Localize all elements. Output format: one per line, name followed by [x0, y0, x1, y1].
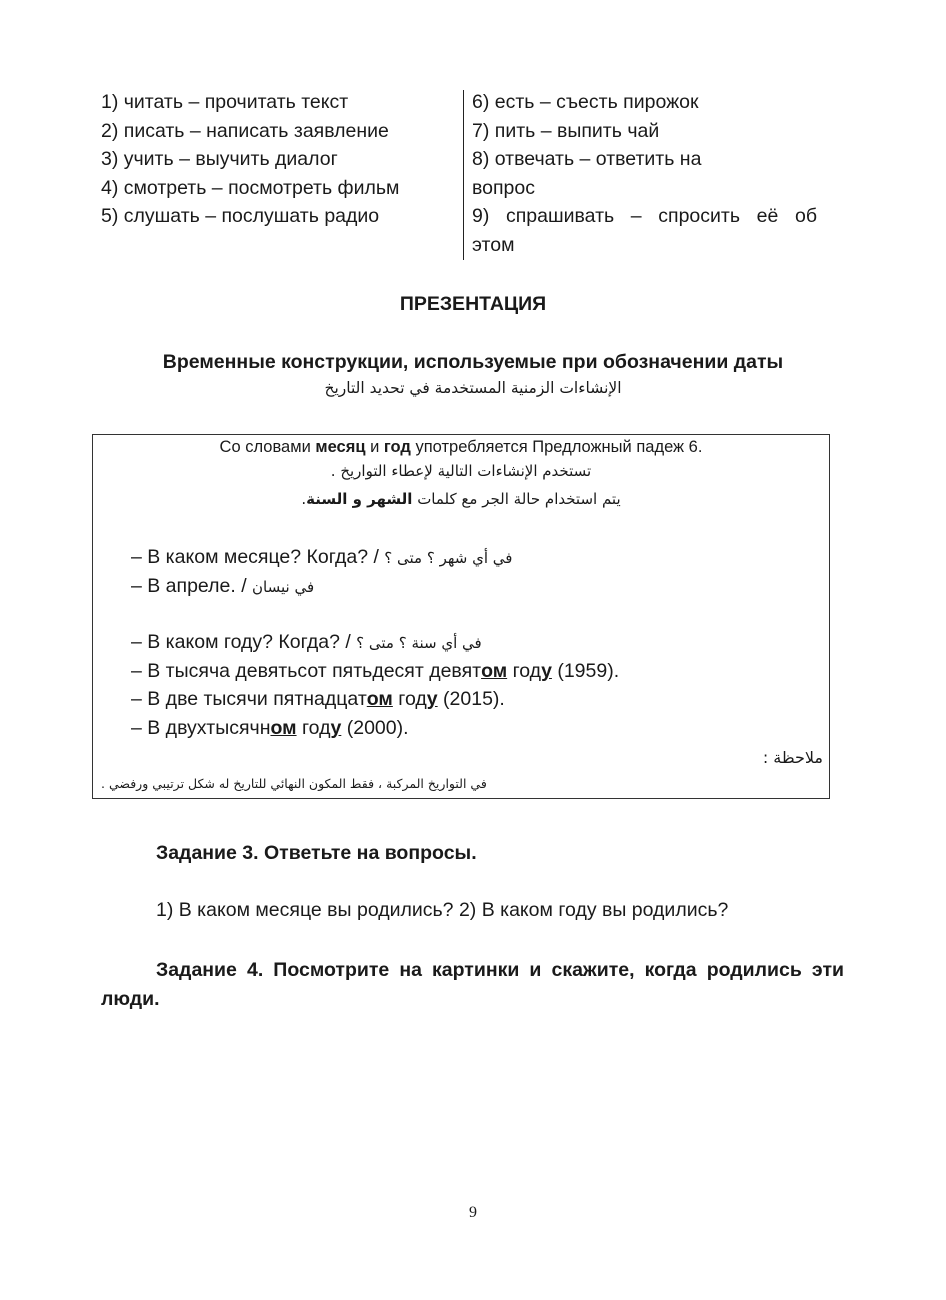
column-divider	[463, 90, 464, 260]
section-title: Временные конструкции, используемые при обозначении даты	[162, 351, 784, 373]
verb-pair-2: 2) писать – написать заявление	[101, 119, 389, 142]
example-year-1959: – В тысяча девятьсот пятьдесят девятом году (1959).	[131, 660, 620, 682]
verb-pair-9: 9) спрашивать – спросить её об	[472, 205, 817, 228]
verb-pair-4: 4) смотреть – посмотреть фильм	[101, 176, 400, 199]
task-3-title: Задание 3. Ответьте на вопросы.	[156, 842, 477, 864]
page-number: 9	[469, 1204, 477, 1221]
verb-pairs-table	[101, 88, 841, 260]
task-4-title: Задание 4. Посмотрите на картинки и скажите, когда родились эти люди.	[101, 959, 844, 1010]
verb-pair-8: 8) отвечать – ответить на	[472, 148, 702, 171]
verb-pair-5: 5) слушать – послушать радио	[101, 205, 380, 228]
verb-pair-7: 7) пить – выпить чай	[472, 119, 660, 142]
example-year-2015: – В две тысячи пятнадцатом году (2015).	[131, 688, 505, 710]
verb-pair-6: 6) есть – съесть пирожок	[472, 91, 699, 113]
presentation-heading: ПРЕЗЕНТАЦИЯ	[399, 293, 547, 315]
verb-pairs-left-column	[101, 88, 461, 231]
rule-russian: Со словами месяц и год употребляется Предложный падеж 6.	[219, 438, 703, 456]
note-text: في التواريخ المركبة ، فقط المكون النهائي للتاريخ له شكل ترتيبي ورفضي .	[101, 776, 487, 791]
verb-pair-9-cont: этом	[472, 233, 515, 256]
example-month-question: – В каком месяце? Когда? / في أي شهر ؟ متى ؟	[131, 546, 513, 568]
verb-pairs-right-column	[472, 88, 817, 260]
grammar-rule-box	[92, 434, 830, 799]
example-month-answer: – В апреле. / في نيسان	[131, 575, 315, 597]
rule-arabic-1: تستخدم الإنشاءات التالية لإعطاء التواريخ .	[330, 462, 592, 480]
verb-pair-1: 1) читать – прочитать текст	[101, 91, 349, 113]
task-3-questions: 1) В каком месяце вы родились? 2) В каком году вы родились?	[156, 899, 729, 921]
verb-pair-8-cont: вопрос	[472, 176, 535, 199]
example-year-question: – В каком году? Когда? / في أي سنة ؟ متى ؟	[131, 631, 482, 653]
example-year-2000: – В двухтысячном году (2000).	[131, 717, 409, 739]
note-label: ملاحظة :	[762, 748, 823, 767]
rule-arabic-2: يتم استخدام حالة الجر مع كلمات الشهر و السنة.	[301, 490, 621, 508]
verb-pair-3: 3) учить – выучить диалог	[101, 148, 338, 171]
section-title-arabic: الإنشاءات الزمنية المستخدمة في تحديد التاريخ	[324, 379, 622, 397]
